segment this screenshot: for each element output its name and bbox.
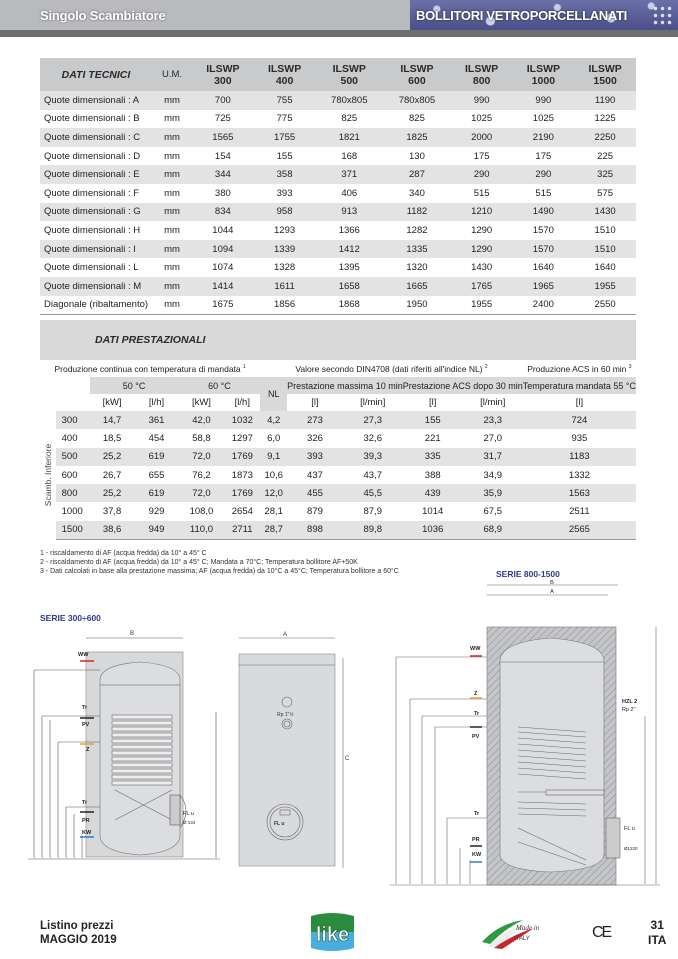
- value-cell: 388: [424, 469, 441, 481]
- value-cell: 130: [409, 150, 425, 162]
- value-cell: 1769: [224, 484, 260, 502]
- model-header: ILSWP 800: [451, 58, 513, 91]
- svg-text:ITALY: ITALY: [514, 936, 530, 942]
- value-cell: 1955: [574, 277, 636, 296]
- value-cell: 406: [341, 187, 358, 199]
- value-cell: 42,0: [179, 411, 225, 429]
- ce-mark-icon: CE: [592, 924, 611, 941]
- table-row: [40, 91, 636, 110]
- value-cell: 1190: [574, 91, 636, 110]
- table-row: [40, 466, 636, 484]
- dim-a-label: A: [550, 589, 554, 595]
- value-cell: 780x805: [315, 91, 383, 110]
- value-cell: 87,9: [363, 506, 382, 518]
- rp-label: Rp 1"½: [277, 712, 294, 718]
- size-cell: 300: [56, 411, 90, 429]
- value-cell: 175: [535, 150, 552, 162]
- tech-data-table: [40, 58, 636, 315]
- value-cell: 393: [287, 448, 343, 466]
- value-cell: 1510: [574, 240, 636, 259]
- value-cell: 834: [192, 203, 254, 222]
- value-cell: 1675: [192, 296, 254, 315]
- model-header: ILSWP 1000: [513, 58, 575, 91]
- value-cell: 1825: [383, 128, 451, 147]
- value-cell: 1873: [231, 469, 253, 481]
- value-cell: 43,7: [363, 469, 382, 481]
- value-cell: 1430: [574, 203, 636, 222]
- tr-label: Tr: [82, 705, 88, 711]
- unit-cell: mm: [152, 165, 192, 184]
- unit-cell: mm: [164, 150, 180, 162]
- tank-front-diagram: [225, 630, 350, 875]
- model-header: ILSWP 600: [383, 58, 451, 91]
- value-cell: 1950: [383, 296, 451, 315]
- kw-label: KW: [82, 830, 92, 836]
- value-cell: 1335: [383, 240, 451, 259]
- svg-text:B: B: [129, 631, 135, 637]
- value-cell: 340: [409, 187, 425, 199]
- side-label-cell: [40, 411, 56, 539]
- value-cell: 32,6: [363, 432, 382, 444]
- unit-cell: mm: [152, 277, 192, 296]
- group-header-row: [40, 360, 636, 377]
- sub-header-row: [40, 377, 636, 394]
- value-cell: 45,5: [343, 484, 403, 502]
- row-label: Quote dimensionali : H: [44, 224, 141, 236]
- table-row: [40, 484, 636, 502]
- ww-label: WW: [78, 652, 89, 658]
- value-cell: 1014: [422, 506, 444, 518]
- value-cell: 913: [315, 203, 383, 222]
- value-cell: 155: [276, 150, 293, 162]
- value-cell: 1293: [274, 224, 296, 236]
- value-cell: 1563: [523, 484, 636, 502]
- unit-label: [l]: [403, 394, 463, 411]
- value-cell: 1297: [231, 432, 253, 444]
- unit-label: [l/h]: [224, 394, 260, 411]
- value-cell: 1328: [274, 262, 296, 274]
- dim-a-label: A: [282, 632, 288, 638]
- value-cell: 515: [473, 187, 490, 199]
- table-row: [40, 521, 636, 539]
- value-cell: 700: [192, 91, 254, 110]
- value-cell: 780x805: [383, 91, 451, 110]
- flu-diameter-label: Ø1220: [624, 846, 638, 851]
- table-row: [40, 277, 636, 296]
- value-cell: 575: [597, 187, 614, 199]
- value-cell: 879: [307, 506, 323, 518]
- value-cell: 1510: [594, 224, 616, 236]
- value-cell: 1036: [403, 521, 463, 539]
- tr-label: Tr: [474, 811, 480, 817]
- table-row: [40, 411, 636, 429]
- z-label: Z: [474, 691, 478, 697]
- value-cell: 1611: [254, 277, 316, 296]
- value-cell: 775: [276, 113, 293, 125]
- value-cell: 725: [214, 113, 231, 125]
- row-label: Diagonale (ribaltamento): [40, 296, 152, 315]
- value-cell: 1210: [451, 203, 513, 222]
- value-cell: 2565: [523, 521, 636, 539]
- footnotes: [40, 549, 399, 576]
- value-cell: 1640: [532, 262, 554, 274]
- value-cell: 225: [597, 150, 614, 162]
- value-cell: 28,1: [264, 506, 283, 518]
- price-list-date: MAGGIO 2019: [40, 934, 117, 946]
- table-title: DATI TECNICI: [40, 58, 152, 91]
- value-cell: 1044: [212, 224, 234, 236]
- table-header-row: [40, 58, 636, 91]
- section-title: Singolo Scambiatore: [40, 8, 166, 23]
- row-label: Quote dimensionali : I: [40, 240, 152, 259]
- value-cell: 515: [535, 187, 552, 199]
- row-label: Quote dimensionali : F: [44, 187, 140, 199]
- table-row: [40, 296, 636, 315]
- pr-label: PR: [472, 837, 480, 843]
- made-in-italy-icon: [478, 914, 548, 950]
- value-cell: 28,7: [260, 521, 287, 539]
- tank-section-diagram-small: [20, 630, 230, 880]
- svg-text:like: like: [315, 924, 350, 946]
- value-cell: 1414: [192, 277, 254, 296]
- size-cell: 500: [56, 448, 90, 466]
- unit-cell: mm: [152, 240, 192, 259]
- value-cell: 949: [134, 521, 178, 539]
- table-row: [40, 203, 636, 222]
- value-cell: 361: [134, 411, 178, 429]
- value-cell: 1821: [315, 128, 383, 147]
- value-cell: 1282: [406, 224, 428, 236]
- continuous-header: Produzione continua con temperatura di mandata $^1$: [40, 360, 260, 377]
- value-cell: 2550: [574, 296, 636, 315]
- value-cell: 31,7: [463, 448, 523, 466]
- value-cell: 1395: [338, 262, 360, 274]
- perf-section-title: DATI PRESTAZIONALI: [95, 334, 206, 346]
- value-cell: 68,9: [463, 521, 523, 539]
- value-cell: 2511: [569, 506, 590, 518]
- value-cell: 2190: [513, 128, 575, 147]
- value-cell: 1290: [471, 224, 493, 236]
- value-cell: 454: [148, 432, 165, 444]
- acs60-header: Produzione ACS in 60 min $^3$: [523, 360, 636, 377]
- value-cell: 38,6: [90, 521, 135, 539]
- unit-cell: mm: [152, 128, 192, 147]
- unit-label: [l/min]: [463, 394, 523, 411]
- footnote: 1 - riscaldamento di AF (acqua fredda) da 10° a 45° C: [40, 550, 207, 557]
- value-cell: 76,2: [192, 469, 211, 481]
- side-label: Scamb. Inferiore: [42, 443, 53, 507]
- row-label: Quote dimensionali : B: [44, 113, 140, 125]
- unit-cell: mm: [152, 203, 192, 222]
- value-cell: 437: [307, 469, 323, 481]
- size-cell: 600: [61, 469, 78, 481]
- value-cell: 1430: [471, 262, 493, 274]
- din-header: Valore secondo DIN4708 (dati riferiti all'indice NL) $^2$: [260, 360, 522, 377]
- value-cell: 2654: [231, 506, 253, 518]
- value-cell: 6,0: [267, 432, 281, 444]
- value-cell: 1339: [254, 240, 316, 259]
- value-cell: 287: [383, 165, 451, 184]
- value-cell: 825: [341, 113, 358, 125]
- tr-label: Tr: [474, 711, 480, 717]
- value-cell: 1025: [532, 113, 554, 125]
- nl-header: NL: [260, 377, 287, 411]
- unit-cell: mm: [164, 262, 180, 274]
- value-cell: 325: [574, 165, 636, 184]
- unit-cell: mm: [164, 224, 180, 236]
- value-cell: 1570: [532, 224, 554, 236]
- footnote: 2 - riscaldamento di AF (acqua fredda) da 10° a 45° C; Mandata a 70°C; Temperatura bollitore AF+50K: [40, 559, 358, 566]
- unit-cell: mm: [164, 187, 180, 199]
- unit-label: [l]: [523, 394, 636, 411]
- value-cell: 58,8: [192, 432, 211, 444]
- row-label: Quote dimensionali : C: [40, 128, 152, 147]
- unit-cell: mm: [152, 296, 192, 315]
- temp-60-header: 60 °C: [179, 377, 261, 394]
- value-cell: 108,0: [189, 506, 214, 518]
- price-list-title: Listino prezzi: [40, 920, 114, 932]
- value-cell: 67,5: [483, 506, 502, 518]
- value-cell: 898: [287, 521, 343, 539]
- page-number: [648, 918, 666, 948]
- value-cell: 154: [214, 150, 231, 162]
- table-row: [40, 128, 636, 147]
- value-cell: 72,0: [179, 448, 225, 466]
- value-cell: 335: [403, 448, 463, 466]
- um-header: U.M.: [152, 58, 192, 91]
- value-cell: 393: [276, 187, 293, 199]
- value-cell: 34,9: [483, 469, 502, 481]
- z-label: Z: [86, 747, 90, 753]
- value-cell: 1665: [383, 277, 451, 296]
- model-header: ILSWP 300: [192, 58, 254, 91]
- value-cell: 619: [134, 484, 178, 502]
- value-cell: 619: [134, 448, 178, 466]
- unit-label: [kW]: [179, 394, 225, 411]
- value-cell: 935: [571, 432, 588, 444]
- pv-label: PV: [82, 722, 90, 728]
- size-cell: 800: [56, 484, 90, 502]
- table-row: [40, 147, 636, 166]
- dim-c-label: C: [345, 756, 350, 762]
- units-row: [40, 394, 636, 411]
- model-header: ILSWP 400: [254, 58, 316, 91]
- tank-section-diagram-large: [370, 580, 670, 890]
- table-row: [40, 448, 636, 466]
- value-cell: 1225: [594, 113, 616, 125]
- value-cell: 655: [148, 469, 165, 481]
- row-label: Quote dimensionali : G: [40, 203, 152, 222]
- value-cell: 1074: [212, 262, 234, 274]
- value-cell: 26,7: [102, 469, 122, 481]
- perf-section-header: [40, 320, 636, 360]
- price-list-info: [40, 919, 117, 947]
- flu-front-label: FL u: [274, 821, 285, 827]
- value-cell: 990: [451, 91, 513, 110]
- table-row: [40, 184, 636, 203]
- value-cell: 1412: [315, 240, 383, 259]
- row-label: Quote dimensionali : E: [40, 165, 152, 184]
- unit-label: [l]: [287, 394, 343, 411]
- unit-label: [kW]: [90, 394, 135, 411]
- value-cell: 2000: [451, 128, 513, 147]
- like-logo-icon: [305, 912, 360, 952]
- value-cell: 1094: [192, 240, 254, 259]
- flu-label: FL u: [183, 811, 194, 817]
- max10-header: Prestazione massima 10 min: [287, 377, 403, 394]
- value-cell: 25,2: [90, 448, 135, 466]
- category-banner: [410, 0, 678, 30]
- size-cell: 400: [61, 432, 78, 444]
- value-cell: 273: [287, 411, 343, 429]
- unit-label: [l/h]: [134, 394, 178, 411]
- value-cell: 25,2: [90, 484, 135, 502]
- value-cell: 1640: [594, 262, 616, 274]
- value-cell: 37,8: [102, 506, 122, 518]
- value-cell: 1320: [406, 262, 428, 274]
- table-row: [40, 110, 636, 129]
- value-cell: 755: [254, 91, 316, 110]
- table-row: [40, 165, 636, 184]
- value-cell: 1366: [338, 224, 360, 236]
- value-cell: 27,3: [343, 411, 403, 429]
- page-number-value: 31: [650, 918, 664, 932]
- unit-label: [l/min]: [343, 394, 403, 411]
- value-cell: 1025: [471, 113, 493, 125]
- dim-b-label: B: [550, 580, 554, 586]
- value-cell: 1868: [315, 296, 383, 315]
- value-cell: 39,3: [343, 448, 403, 466]
- footnote: 3 - Dati calcolati in base alla prestazione massima; AF (acqua fredda) da 10°C a 45°C; Temperatura bollitore a 60°C: [40, 568, 399, 575]
- value-cell: 4,2: [260, 411, 287, 429]
- value-cell: 1955: [451, 296, 513, 315]
- row-label: Quote dimensionali : D: [44, 150, 141, 162]
- value-cell: 10,6: [264, 469, 283, 481]
- value-cell: 1490: [513, 203, 575, 222]
- kw-label: KW: [472, 852, 482, 858]
- temp55-header: Temperatura mandata 55 °C: [523, 377, 636, 394]
- value-cell: 1565: [192, 128, 254, 147]
- pv-label: PV: [472, 734, 480, 740]
- value-cell: 1182: [383, 203, 451, 222]
- svg-text:Made in: Made in: [516, 924, 540, 932]
- value-cell: 35,9: [463, 484, 523, 502]
- flu-label: FL u: [624, 826, 635, 832]
- value-cell: 1658: [315, 277, 383, 296]
- value-cell: 958: [254, 203, 316, 222]
- value-cell: 929: [148, 506, 165, 518]
- value-cell: 1290: [451, 240, 513, 259]
- acs30-header: Prestazione ACS dopo 30 min: [403, 377, 523, 394]
- ww-label: WW: [470, 646, 481, 652]
- pr-label: PR: [82, 818, 90, 824]
- value-cell: 9,1: [260, 448, 287, 466]
- value-cell: 155: [403, 411, 463, 429]
- value-cell: 825: [409, 113, 425, 125]
- header-strip: [0, 30, 678, 37]
- series-800-1500-label: SERIE 800-1500: [496, 569, 560, 579]
- value-cell: 439: [403, 484, 463, 502]
- value-cell: 1765: [451, 277, 513, 296]
- model-header: ILSWP 1500: [574, 58, 636, 91]
- row-label: Quote dimensionali : M: [40, 277, 152, 296]
- value-cell: 89,8: [343, 521, 403, 539]
- tr-label: Tr: [82, 800, 88, 806]
- performance-table: [40, 360, 636, 540]
- value-cell: 380: [214, 187, 231, 199]
- value-cell: 344: [192, 165, 254, 184]
- temp-50-header: 50 °C: [90, 377, 179, 394]
- dots-pattern-icon: [652, 5, 672, 25]
- table-row: [40, 240, 636, 259]
- series-300-600-label: SERIE 300÷600: [40, 613, 101, 623]
- value-cell: 72,0: [179, 484, 225, 502]
- value-cell: 1755: [254, 128, 316, 147]
- unit-cell: mm: [152, 91, 192, 110]
- category-title: BOLLITORI VETROPORCELLANATI: [416, 8, 627, 23]
- value-cell: 110,0: [179, 521, 225, 539]
- value-cell: 1856: [254, 296, 316, 315]
- value-cell: 27,0: [483, 432, 502, 444]
- model-header: ILSWP 500: [315, 58, 383, 91]
- language-code: ITA: [648, 933, 667, 947]
- value-cell: 290: [513, 165, 575, 184]
- value-cell: 1769: [224, 448, 260, 466]
- value-cell: 14,7: [90, 411, 135, 429]
- value-cell: 724: [523, 411, 636, 429]
- value-cell: 2711: [224, 521, 260, 539]
- value-cell: 1332: [568, 469, 590, 481]
- value-cell: 2250: [574, 128, 636, 147]
- value-cell: 1183: [523, 448, 636, 466]
- value-cell: 290: [451, 165, 513, 184]
- value-cell: 1570: [513, 240, 575, 259]
- unit-cell: mm: [164, 113, 180, 125]
- size-cell: 1500: [56, 521, 90, 539]
- rp-large-label: Rp 2": [622, 707, 636, 713]
- value-cell: 1032: [224, 411, 260, 429]
- row-label: Quote dimensionali : A: [40, 91, 152, 110]
- value-cell: 326: [307, 432, 323, 444]
- table-row: [40, 221, 636, 240]
- flu-diameter-label: Ø 134: [183, 820, 196, 825]
- value-cell: 221: [424, 432, 441, 444]
- value-cell: 358: [254, 165, 316, 184]
- value-cell: 168: [341, 150, 358, 162]
- value-cell: 455: [287, 484, 343, 502]
- size-cell: 1000: [61, 506, 83, 518]
- value-cell: 371: [315, 165, 383, 184]
- value-cell: 23,3: [463, 411, 523, 429]
- row-label: Quote dimensionali : L: [44, 262, 139, 274]
- table-row: [40, 258, 636, 277]
- table-row: [40, 502, 636, 520]
- value-cell: 12,0: [260, 484, 287, 502]
- value-cell: 990: [513, 91, 575, 110]
- value-cell: 18,5: [102, 432, 122, 444]
- value-cell: 2400: [513, 296, 575, 315]
- value-cell: 1965: [513, 277, 575, 296]
- hzl-label: HZL 2: [622, 699, 638, 705]
- value-cell: 175: [473, 150, 490, 162]
- table-row: [40, 429, 636, 447]
